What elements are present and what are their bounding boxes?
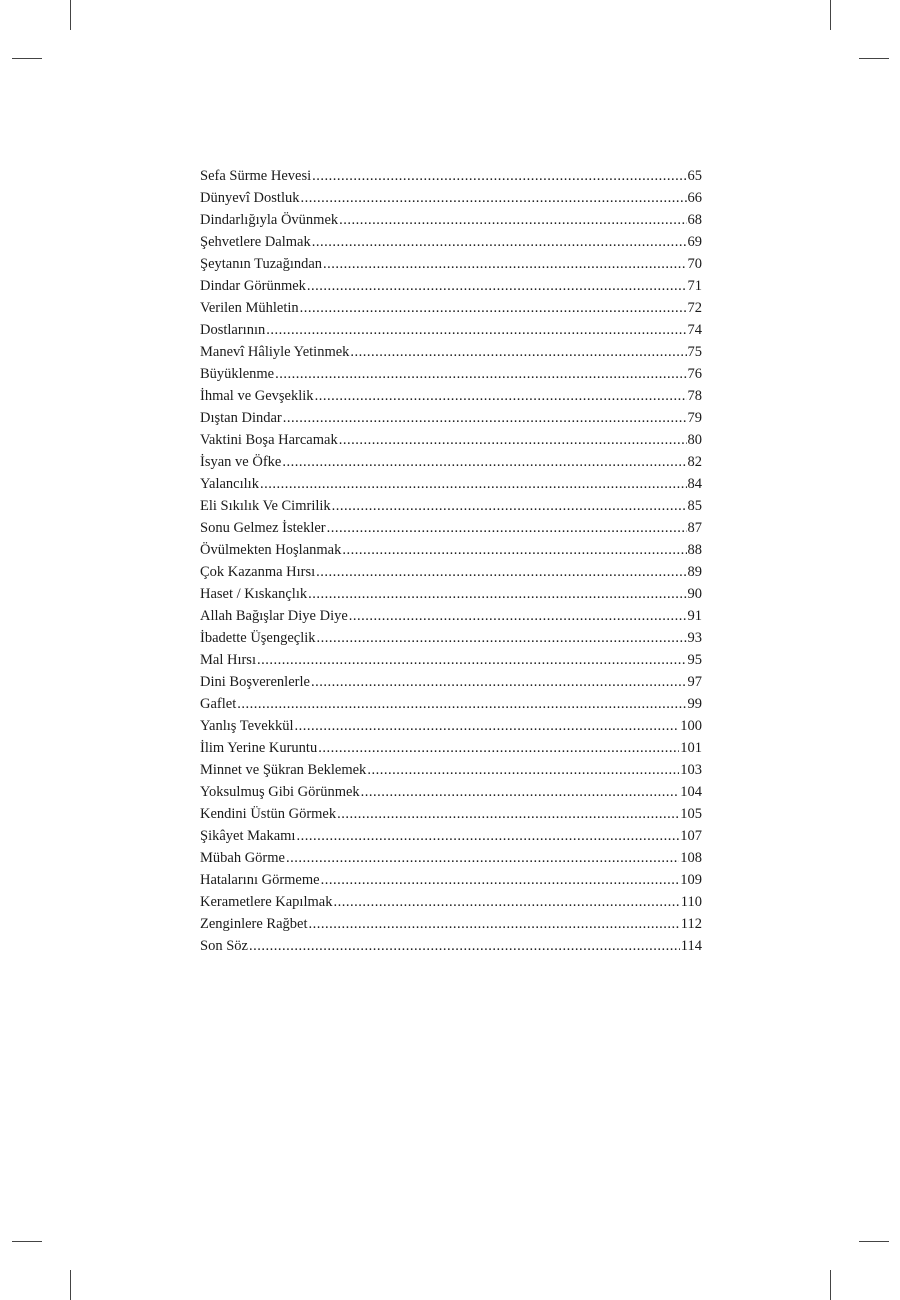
- toc-entry-title: Verilen Mühletin: [200, 300, 299, 316]
- toc-entry: [200, 649, 702, 671]
- dot-leader: [321, 869, 680, 891]
- dot-leader: [249, 935, 680, 957]
- toc-entry-page: 84: [687, 476, 702, 492]
- toc-entry-title: Çok Kazanma Hırsı: [200, 564, 316, 580]
- toc-entry-title: Dünyevî Dostluk: [200, 190, 300, 206]
- dot-leader: [342, 539, 686, 561]
- toc-entry-page: 65: [687, 168, 702, 184]
- toc-entry-page: 87: [687, 520, 702, 536]
- toc-entry-title: Manevî Hâliyle Yetinmek: [200, 344, 350, 360]
- toc-entry-page: 74: [687, 322, 702, 338]
- table-of-contents: [200, 165, 702, 957]
- toc-entry: [200, 583, 702, 605]
- dot-leader: [332, 495, 687, 517]
- toc-entry-page: 66: [687, 190, 702, 206]
- toc-entry-page: 99: [687, 696, 702, 712]
- toc-entry: [200, 429, 702, 451]
- toc-entry-title: İbadette Üşengeçlik: [200, 630, 316, 646]
- dot-leader: [337, 803, 679, 825]
- dot-leader: [300, 187, 686, 209]
- dot-leader: [318, 737, 679, 759]
- toc-entry-title: Sefa Sürme Hevesi: [200, 168, 312, 184]
- toc-entry-page: 109: [680, 872, 702, 888]
- toc-entry-title: Vaktini Boşa Harcamak: [200, 432, 338, 448]
- toc-entry-title: Kendini Üstün Görmek: [200, 806, 337, 822]
- toc-entry: [200, 385, 702, 407]
- toc-entry-title: Sonu Gelmez İstekler: [200, 520, 326, 536]
- toc-entry: [200, 517, 702, 539]
- dot-leader: [311, 671, 687, 693]
- toc-entry: [200, 605, 702, 627]
- toc-entry-page: 70: [687, 256, 702, 272]
- toc-entry-title: Yanlış Tevekkül: [200, 718, 294, 734]
- toc-entry-title: Son Söz: [200, 938, 248, 954]
- toc-entry: [200, 561, 702, 583]
- toc-entry: [200, 539, 702, 561]
- toc-entry-title: Övülmekten Hoşlanmak: [200, 542, 342, 558]
- dot-leader: [300, 297, 687, 319]
- toc-entry: [200, 341, 702, 363]
- dot-leader: [339, 429, 687, 451]
- dot-leader: [237, 693, 686, 715]
- toc-entry-title: Allah Bağışlar Diye Diye: [200, 608, 348, 624]
- toc-entry: [200, 297, 702, 319]
- dot-leader: [333, 891, 679, 913]
- toc-entry-page: 101: [680, 740, 702, 756]
- toc-entry: [200, 231, 702, 253]
- toc-entry: [200, 165, 702, 187]
- toc-entry-page: 105: [680, 806, 702, 822]
- dot-leader: [309, 913, 680, 935]
- toc-entry-page: 108: [680, 850, 702, 866]
- toc-entry: [200, 253, 702, 275]
- toc-entry: [200, 803, 702, 825]
- toc-entry-page: 89: [687, 564, 702, 580]
- toc-entry: [200, 913, 702, 935]
- toc-entry: [200, 495, 702, 517]
- toc-entry-page: 93: [687, 630, 702, 646]
- toc-entry: [200, 759, 702, 781]
- toc-entry-title: Şeytanın Tuzağından: [200, 256, 323, 272]
- toc-entry-page: 90: [687, 586, 702, 602]
- toc-entry: [200, 627, 702, 649]
- toc-entry-page: 71: [687, 278, 702, 294]
- toc-entry-page: 95: [687, 652, 702, 668]
- toc-entry-title: Kerametlere Kapılmak: [200, 894, 333, 910]
- dot-leader: [295, 715, 680, 737]
- dot-leader: [312, 231, 687, 253]
- toc-entry: [200, 825, 702, 847]
- toc-entry-page: 107: [680, 828, 702, 844]
- toc-entry-page: 79: [687, 410, 702, 426]
- toc-entry-page: 76: [687, 366, 702, 382]
- toc-entry: [200, 693, 702, 715]
- toc-entry-title: Zenginlere Rağbet: [200, 916, 308, 932]
- toc-entry: [200, 319, 702, 341]
- dot-leader: [323, 253, 686, 275]
- toc-entry-page: 91: [687, 608, 702, 624]
- toc-entry-title: Dindar Görünmek: [200, 278, 306, 294]
- dot-leader: [367, 759, 679, 781]
- toc-entry-title: Yalancılık: [200, 476, 259, 492]
- dot-leader: [266, 319, 686, 341]
- toc-entry-title: Eli Sıkılık Ve Cimrilik: [200, 498, 331, 514]
- toc-entry: [200, 209, 702, 231]
- toc-entry-page: 80: [687, 432, 702, 448]
- toc-entry-page: 69: [687, 234, 702, 250]
- toc-entry-title: İhmal ve Gevşeklik: [200, 388, 314, 404]
- crop-mark: [859, 1241, 889, 1242]
- toc-entry-page: 82: [687, 454, 702, 470]
- dot-leader: [257, 649, 687, 671]
- dot-leader: [307, 275, 687, 297]
- crop-mark: [12, 58, 42, 59]
- toc-entry-page: 104: [680, 784, 702, 800]
- toc-entry: [200, 671, 702, 693]
- toc-entry-page: 103: [680, 762, 702, 778]
- toc-entry-title: Mübah Görme: [200, 850, 285, 866]
- toc-entry: [200, 847, 702, 869]
- toc-entry-title: Hatalarını Görmeme: [200, 872, 320, 888]
- dot-leader: [260, 473, 687, 495]
- toc-entry-page: 78: [687, 388, 702, 404]
- dot-leader: [361, 781, 680, 803]
- toc-entry: [200, 869, 702, 891]
- dot-leader: [349, 605, 687, 627]
- toc-entry: [200, 781, 702, 803]
- toc-entry-page: 72: [687, 300, 702, 316]
- toc-entry: [200, 935, 702, 957]
- toc-entry-page: 110: [680, 894, 702, 910]
- crop-mark: [859, 58, 889, 59]
- toc-entry-page: 68: [687, 212, 702, 228]
- toc-entry-title: İlim Yerine Kuruntu: [200, 740, 318, 756]
- toc-entry: [200, 275, 702, 297]
- toc-entry-page: 75: [687, 344, 702, 360]
- crop-mark: [12, 1241, 42, 1242]
- dot-leader: [339, 209, 686, 231]
- dot-leader: [296, 825, 679, 847]
- toc-entry-title: Mal Hırsı: [200, 652, 256, 668]
- toc-entry-title: Gaflet: [200, 696, 237, 712]
- dot-leader: [316, 561, 686, 583]
- toc-entry: [200, 473, 702, 495]
- dot-leader: [282, 451, 686, 473]
- crop-mark: [830, 0, 831, 30]
- crop-mark: [70, 0, 71, 30]
- dot-leader: [275, 363, 686, 385]
- toc-entry-page: 97: [687, 674, 702, 690]
- toc-entry: [200, 187, 702, 209]
- dot-leader: [308, 583, 686, 605]
- dot-leader: [315, 385, 687, 407]
- toc-entry-title: Dini Boşverenlerle: [200, 674, 310, 690]
- toc-entry: [200, 407, 702, 429]
- toc-entry: [200, 737, 702, 759]
- crop-mark: [830, 1270, 831, 1300]
- toc-entry-title: Haset / Kıskançlık: [200, 586, 308, 602]
- dot-leader: [312, 165, 686, 187]
- toc-entry: [200, 715, 702, 737]
- toc-entry-page: 88: [687, 542, 702, 558]
- toc-entry: [200, 363, 702, 385]
- dot-leader: [283, 407, 687, 429]
- toc-entry-page: 114: [680, 938, 702, 954]
- toc-entry-title: Dostlarının: [200, 322, 266, 338]
- toc-entry-page: 112: [680, 916, 702, 932]
- dot-leader: [317, 627, 687, 649]
- toc-entry-title: Yoksulmuş Gibi Görünmek: [200, 784, 360, 800]
- toc-entry-page: 85: [687, 498, 702, 514]
- dot-leader: [327, 517, 687, 539]
- dot-leader: [286, 847, 679, 869]
- toc-entry-title: İsyan ve Öfke: [200, 454, 282, 470]
- crop-mark: [70, 1270, 71, 1300]
- toc-entry-title: Şehvetlere Dalmak: [200, 234, 311, 250]
- toc-entry: [200, 891, 702, 913]
- toc-entry-title: Minnet ve Şükran Beklemek: [200, 762, 367, 778]
- toc-entry-title: Şikâyet Makamı: [200, 828, 296, 844]
- toc-entry-title: Dıştan Dindar: [200, 410, 282, 426]
- dot-leader: [350, 341, 686, 363]
- toc-entry: [200, 451, 702, 473]
- toc-entry-title: Büyüklenme: [200, 366, 275, 382]
- toc-entry-page: 100: [680, 718, 702, 734]
- toc-entry-title: Dindarlığıyla Övünmek: [200, 212, 339, 228]
